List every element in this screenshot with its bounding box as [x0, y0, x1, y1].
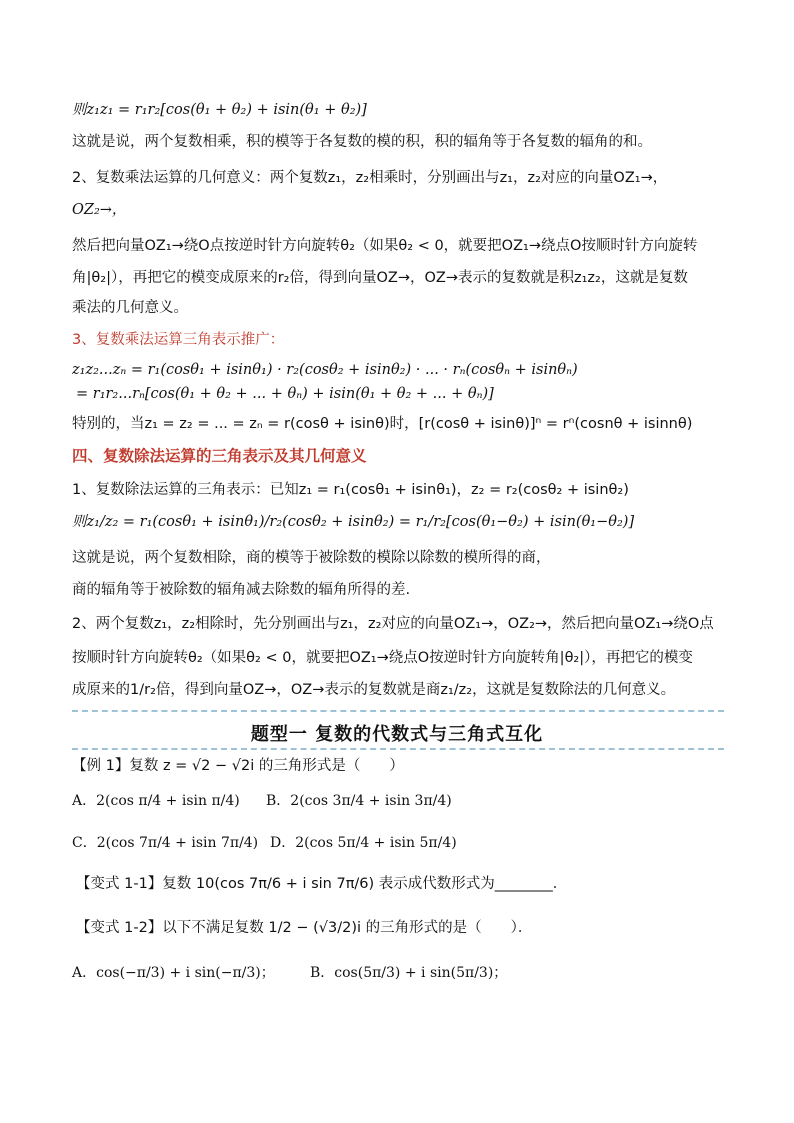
option-a: A．2(cos π/4 + isin π/4) — [72, 793, 240, 809]
text-line: 角|θ₂|），再把它的模变成原来的r₂倍，得到向量OZ→，OZ→表示的复数就是积z₁z₂，这就是复数 — [72, 270, 688, 286]
text-line: 这就是说，两个复数相乘，积的模等于各复数的模的积，积的辐角等于各复数的辐角的和。 — [72, 134, 652, 150]
variant-1-1: 【变式 1-1】复数 10(cos 7π/6 + i sin 7π/6) 表示成代数形式为________． — [76, 876, 568, 892]
option-c: C．2(cos 7π/4 + isin 7π/4) — [72, 835, 259, 851]
section-title: 题型一 复数的代数式与三角式互化 — [250, 724, 544, 745]
example-stem: 【例 1】复数 z = √2 − √2i 的三角形式是（ ） — [72, 758, 404, 774]
divider-top — [72, 710, 724, 712]
option-b: B．2(cos 3π/4 + isin 3π/4) — [266, 793, 452, 809]
divider-bottom — [72, 748, 724, 750]
text-line: 然后把向量OZ₁→绕O点按逆时针方向旋转θ₂（如果θ₂ < 0，就要把OZ₁→绕点O按顺时针方向旋转 — [72, 238, 698, 254]
section-heading: 四、复数除法运算的三角表示及其几何意义 — [72, 447, 367, 465]
text-line: 商的辐角等于被除数的辐角减去除数的辐角所得的差. — [72, 582, 411, 598]
text-line: 特别的，当z₁ = z₂ = ... = zₙ = r(cosθ + isinθ)时，[r(cosθ + isinθ)]ⁿ = rⁿ(cosnθ + isinnθ) — [72, 416, 693, 432]
text-line: 2、复数乘法运算的几何意义：两个复数z₁，z₂相乘时，分别画出与z₁，z₂对应的向量OZ₁→， — [72, 170, 668, 186]
formula-line: z₁z₂...zₙ = r₁(cosθ₁ + isinθ₁) · r₂(cosθ₂ + isinθ₂) · ... · rₙ(cosθₙ + isinθₙ) — [72, 362, 578, 378]
text-line: 按顺时针方向旋转θ₂（如果θ₂ < 0，就要把OZ₁→绕点O按逆时针方向旋转角|θ₂|），再把它的模变 — [72, 650, 693, 666]
variant-option-b: B．cos(5π/3) + i sin(5π/3)； — [310, 965, 508, 981]
variant-option-a: A．cos(−π/3) + i sin(−π/3)； — [72, 965, 275, 981]
text-line: 1、复数除法运算的三角表示：已知z₁ = r₁(cosθ₁ + isinθ₁)，z₂ = r₂(cosθ₂ + isinθ₂) — [72, 482, 629, 498]
text-line: 乘法的几何意义。 — [72, 300, 188, 316]
option-d: D．2(cos 5π/4 + isin 5π/4) — [270, 835, 457, 851]
text-line: 成原来的1/r₂倍，得到向量OZ→，OZ→表示的复数就是商z₁/z₂，这就是复数除法的几何意义。 — [72, 682, 676, 698]
subsection-heading: 3、复数乘法运算三角表示推广： — [72, 332, 285, 348]
text-line: OZ₂→， — [72, 202, 127, 218]
formula-line: 则z₁/z₂ = r₁(cosθ₁ + isinθ₁)/r₂(cosθ₂ + isinθ₂) = r₁/r₂[cos(θ₁−θ₂) + isin(θ₁−θ₂)] — [72, 514, 635, 530]
text-line: 2、两个复数z₁，z₂相除时，先分别画出与z₁，z₂对应的向量OZ₁→，OZ₂→，然后把向量OZ₁→绕O点 — [72, 616, 714, 632]
text-line: 这就是说，两个复数相除，商的模等于被除数的模除以除数的模所得的商， — [72, 550, 551, 566]
variant-1-2-stem: 【变式 1-2】以下不满足复数 1/2 − (√3/2)i 的三角形式的是（ ）． — [76, 920, 533, 936]
formula-line: = r₁r₂...rₙ[cos(θ₁ + θ₂ + ... + θₙ) + isin(θ₁ + θ₂ + ... + θₙ)] — [76, 386, 494, 402]
text-line: 则z₁z₁ = r₁r₂[cos(θ₁ + θ₂) + isin(θ₁ + θ₂)] — [72, 102, 367, 118]
